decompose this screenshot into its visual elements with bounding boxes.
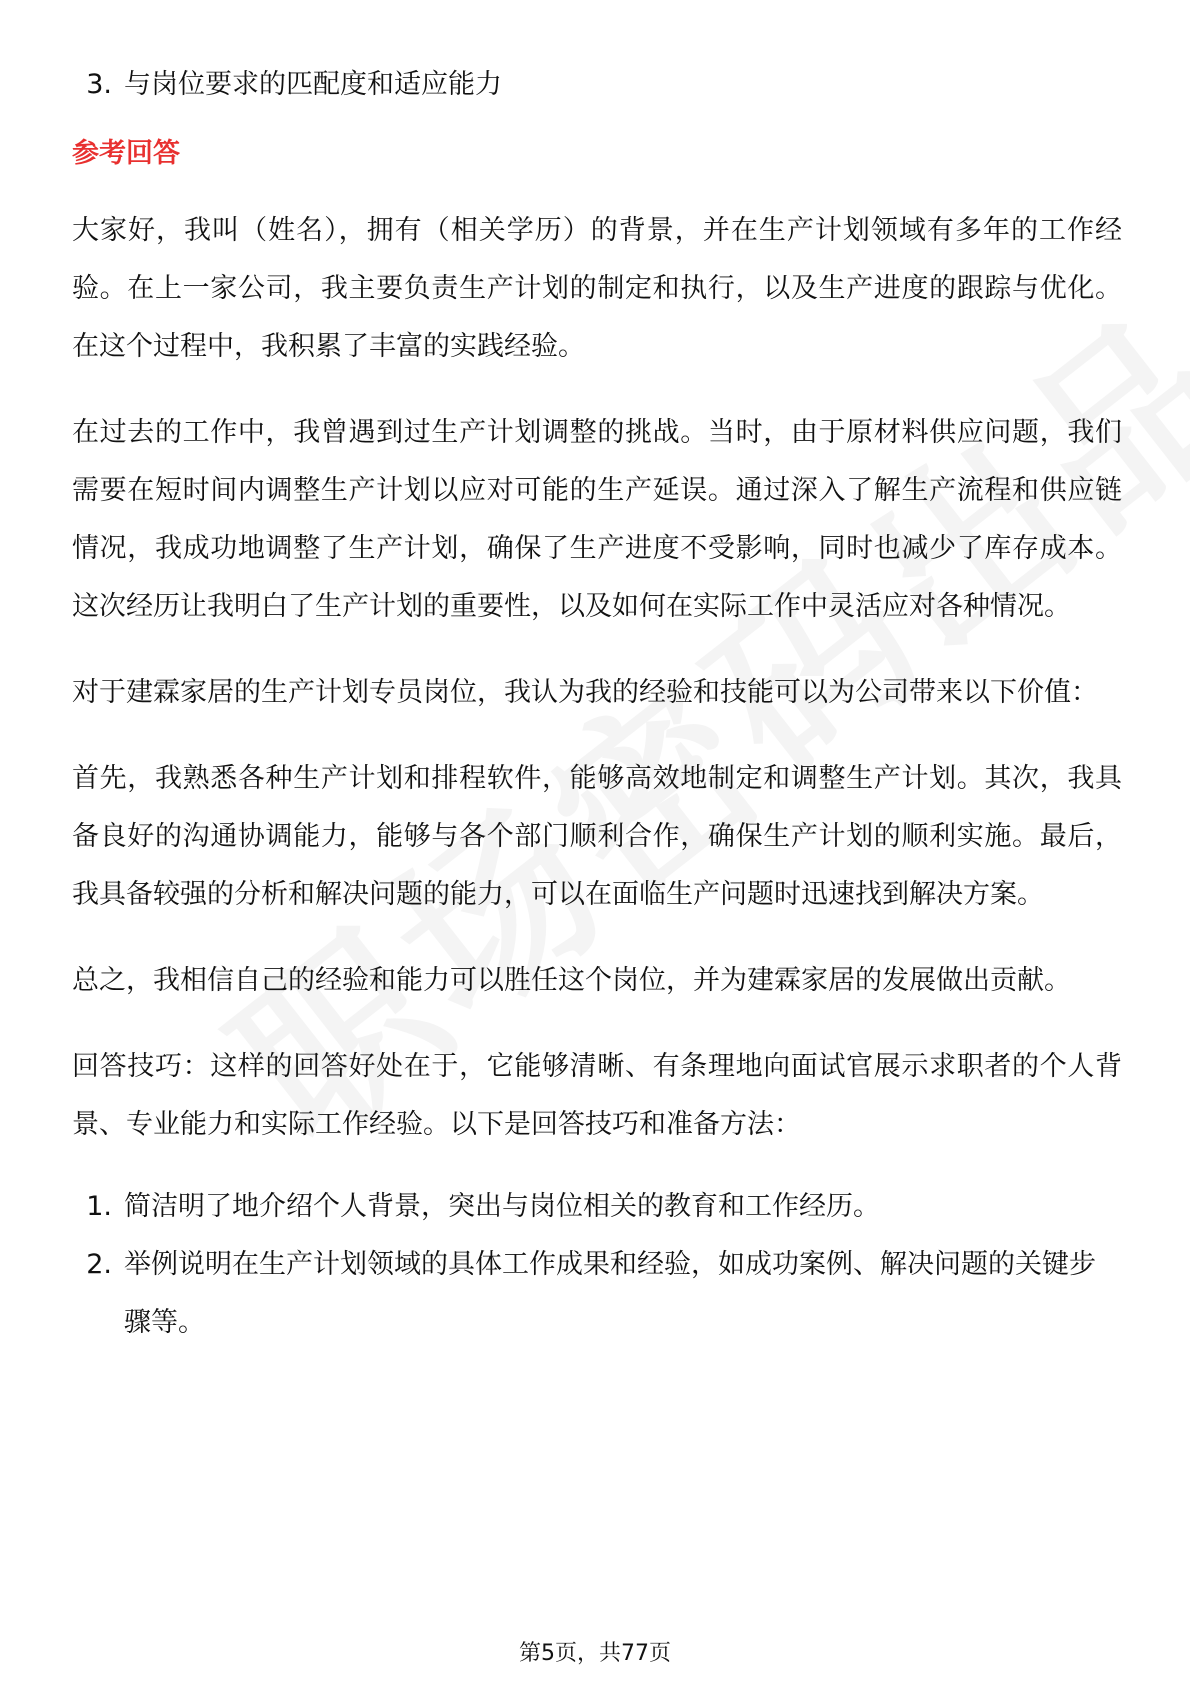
paragraph-value: 对于建霖家居的生产计划专员岗位，我认为我的经验和技能可以为公司带来以下价值： bbox=[72, 677, 1098, 708]
tips-list bbox=[72, 1178, 1122, 1352]
list-item bbox=[72, 1178, 1122, 1236]
list-item-text: 与岗位要求的匹配度和适应能力 bbox=[124, 69, 502, 100]
section-heading: 参考回答 bbox=[72, 138, 180, 169]
paragraph-intro: 大家好，我叫（姓名），拥有（相关学历）的背景，并在生产计划领域有多年的工作经验。在上一家公司，我主要负责生产计划的制定和执行，以及生产进度的跟踪与优化。在这个过程中，我积累了丰富的实践经验。 bbox=[72, 215, 1122, 362]
list-item-text: 简洁明了地介绍个人背景，突出与岗位相关的教育和工作经历。 bbox=[124, 1191, 880, 1222]
paragraph-tips: 回答技巧：这样的回答好处在于，它能够清晰、有条理地向面试官展示求职者的个人背景、专业能力和实际工作经验。以下是回答技巧和准备方法： bbox=[72, 1051, 1122, 1140]
document-body bbox=[72, 56, 1122, 1352]
paragraph-experience: 在过去的工作中，我曾遇到过生产计划调整的挑战。当时，由于原材料供应问题，我们需要在短时间内调整生产计划以应对可能的生产延误。通过深入了解生产流程和供应链情况，我成功地调整了生产计划，确保了生产进度不受影响，同时也减少了库存成本。这次经历让我明白了生产计划的重要性，以及如何在实际工作中灵活应对各种情况。 bbox=[72, 417, 1122, 622]
paragraph-skills: 首先，我熟悉各种生产计划和排程软件，能够高效地制定和调整生产计划。其次，我具备良好的沟通协调能力，能够与各个部门顺利合作，确保生产计划的顺利实施。最后，我具备较强的分析和解决问题的能力，可以在面临生产问题时迅速找到解决方案。 bbox=[72, 763, 1122, 910]
paragraph-conclusion: 总之，我相信自己的经验和能力可以胜任这个岗位，并为建霖家居的发展做出贡献。 bbox=[72, 965, 1071, 996]
list-item-text: 举例说明在生产计划领域的具体工作成果和经验，如成功案例、解决问题的关键步骤等。 bbox=[124, 1249, 1096, 1338]
list-item bbox=[72, 1236, 1122, 1352]
list-item bbox=[72, 56, 1122, 114]
page-number: 第5页，共77页 bbox=[519, 1641, 671, 1666]
list-item-number: 2. bbox=[86, 1249, 112, 1280]
list-item-number: 3. bbox=[86, 69, 112, 100]
list-item-number: 1. bbox=[86, 1191, 112, 1222]
